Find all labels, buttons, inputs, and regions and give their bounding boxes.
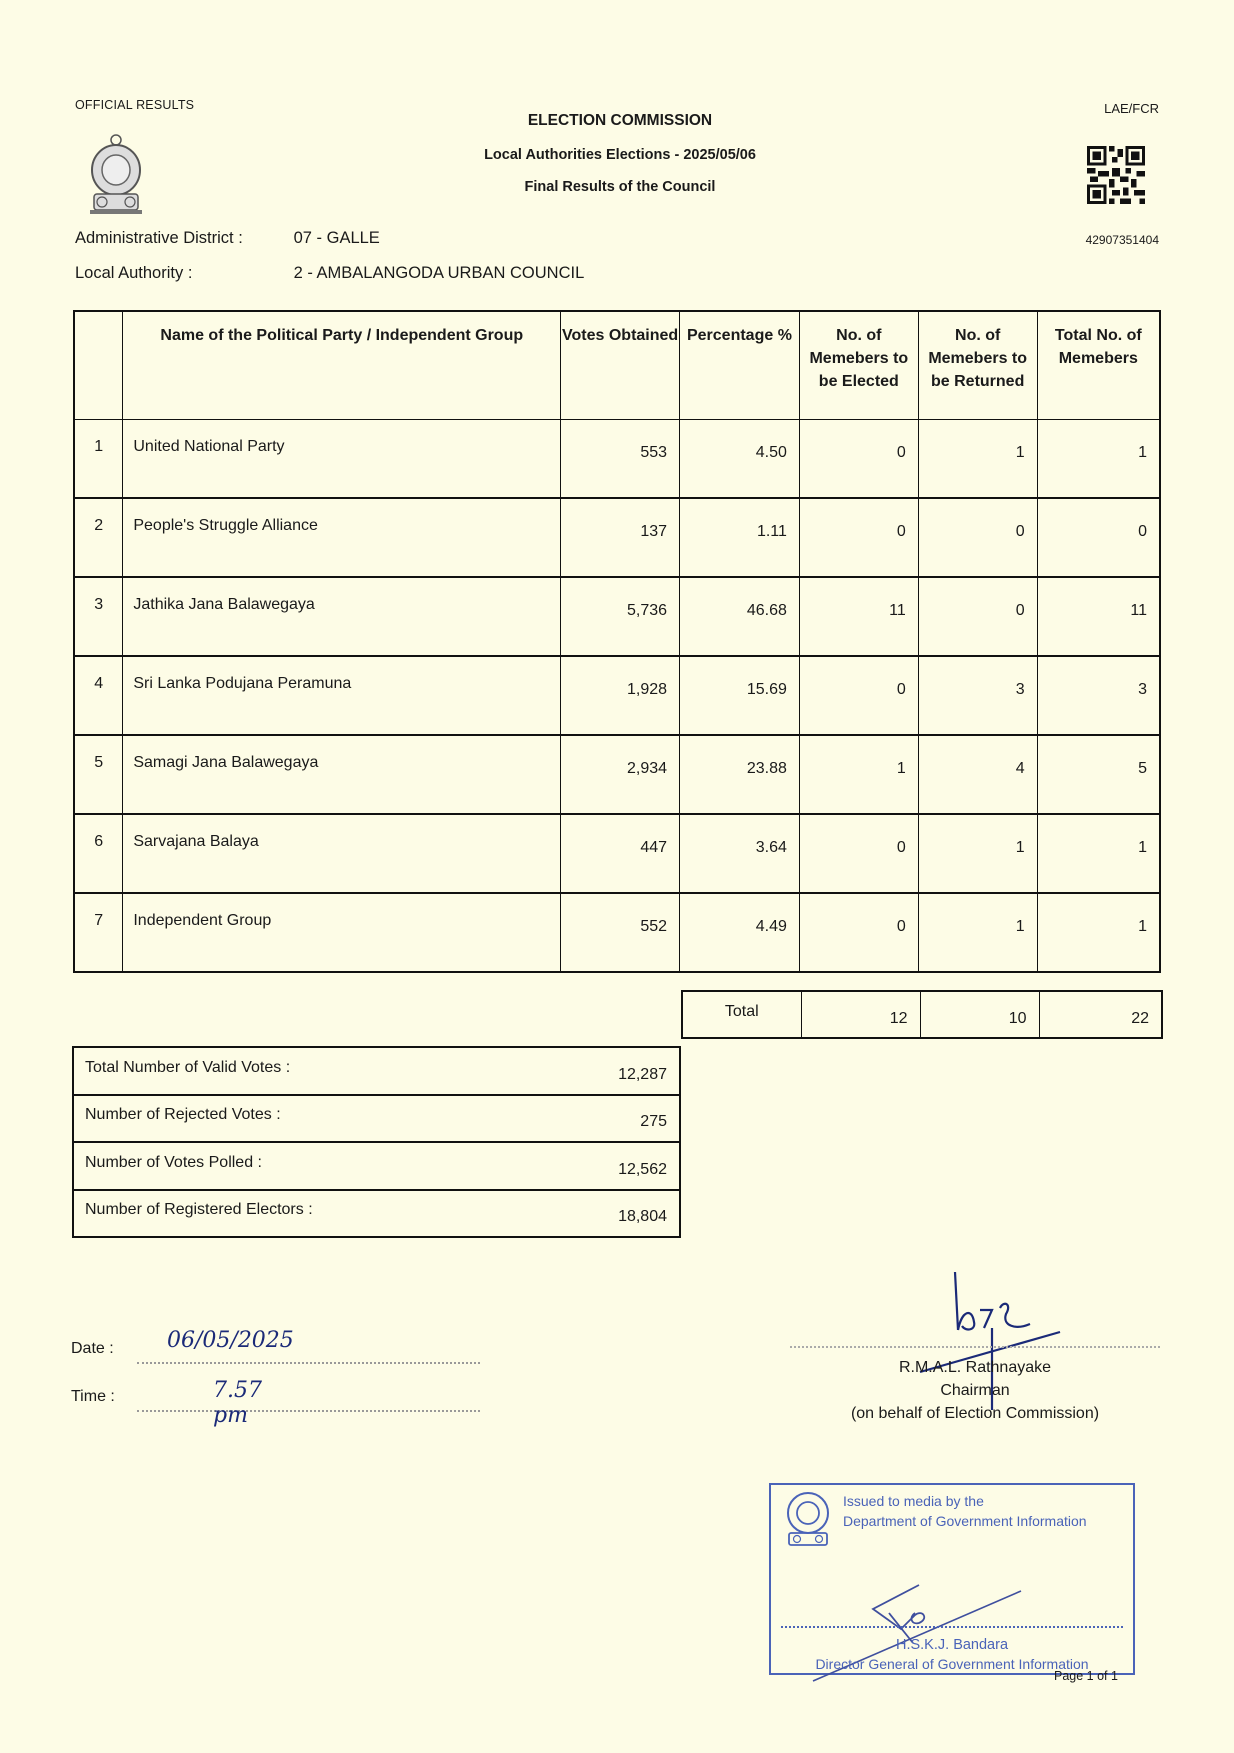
authority-label: Local Authority : — [75, 264, 193, 282]
members-elected: 0 — [799, 656, 918, 735]
party-name: Independent Group — [123, 893, 561, 972]
chairman-role: Chairman — [940, 1382, 1010, 1399]
stamp-line-2: Department of Government Information — [843, 1513, 1087, 1529]
summary-value: 12,287 — [555, 1047, 680, 1095]
page-subtitle: Final Results of the Council — [524, 179, 716, 195]
authority-row — [75, 264, 584, 283]
totals-label: Total — [682, 991, 801, 1038]
members-returned: 4 — [918, 735, 1037, 814]
party-name: United National Party — [123, 419, 561, 498]
members-total: 1 — [1037, 893, 1160, 972]
row-number: 1 — [74, 419, 123, 498]
party-name: Sarvajana Balaya — [123, 814, 561, 893]
members-returned: 1 — [918, 893, 1037, 972]
stamp-signature-line — [781, 1626, 1123, 1628]
table-row — [74, 656, 1160, 735]
district-value: 07 - GALLE — [293, 229, 380, 247]
table-row — [74, 577, 1160, 656]
results-table — [73, 310, 1161, 973]
summary-label: Number of Votes Polled : — [73, 1142, 555, 1190]
stamp-line-1: Issued to media by the — [843, 1493, 984, 1509]
members-returned: 0 — [918, 498, 1037, 577]
vote-percentage: 3.64 — [680, 814, 800, 893]
vote-percentage: 4.50 — [680, 419, 800, 498]
stamp-issued-text — [843, 1491, 1087, 1531]
column-header-percentage: Percentage % — [680, 311, 800, 419]
members-elected: 0 — [799, 814, 918, 893]
director-name: H.S.K.J. Bandara — [895, 1637, 1009, 1653]
party-name: Jathika Jana Balawegaya — [123, 577, 561, 656]
district-row — [75, 229, 380, 248]
vote-summary-table — [72, 1046, 681, 1238]
row-number: 6 — [74, 814, 123, 893]
summary-value: 18,804 — [555, 1190, 680, 1238]
district-label: Administrative District : — [75, 229, 243, 247]
table-row — [74, 893, 1160, 972]
qr-code-icon — [1087, 146, 1145, 204]
totals-table — [681, 990, 1163, 1039]
party-name: People's Struggle Alliance — [123, 498, 561, 577]
summary-row-rejected-votes — [73, 1095, 680, 1143]
table-row — [74, 735, 1160, 814]
members-returned: 3 — [918, 656, 1037, 735]
form-code: LAE/FCR — [1104, 101, 1159, 116]
members-total: 3 — [1037, 656, 1160, 735]
page-number: Page 1 of 1 — [1054, 1669, 1118, 1683]
state-emblem-icon — [88, 132, 144, 216]
summary-row-votes-polled — [73, 1142, 680, 1190]
vote-percentage: 23.88 — [680, 735, 800, 814]
election-name: Local Authorities Elections - 2025/05/06 — [484, 147, 756, 163]
members-returned: 1 — [918, 814, 1037, 893]
vote-percentage: 46.68 — [680, 577, 800, 656]
authority-value: 2 - AMBALANGODA URBAN COUNCIL — [293, 264, 585, 282]
chairman-signature-line — [790, 1346, 1160, 1348]
stamp-emblem-icon — [785, 1491, 831, 1549]
summary-label: Total Number of Valid Votes : — [73, 1047, 555, 1095]
members-elected: 11 — [799, 577, 918, 656]
date-dotted-line — [137, 1362, 480, 1364]
row-number: 5 — [74, 735, 123, 814]
column-header-total-members: Total No. of Memebers — [1037, 311, 1160, 419]
members-total: 5 — [1037, 735, 1160, 814]
summary-row-registered-electors — [73, 1190, 680, 1238]
members-returned: 0 — [918, 577, 1037, 656]
page-title: ELECTION COMMISSION — [527, 112, 713, 129]
votes-obtained: 137 — [561, 498, 680, 577]
date-row — [71, 1328, 294, 1358]
table-row — [74, 498, 1160, 577]
members-total: 1 — [1037, 419, 1160, 498]
party-name: Samagi Jana Balawegaya — [123, 735, 561, 814]
handwritten-date: 06/05/2025 — [167, 1328, 294, 1353]
column-header-returned: No. of Memebers to be Returned — [918, 311, 1037, 419]
chairman-signature-block — [790, 1356, 1160, 1425]
total-returned: 10 — [920, 991, 1039, 1038]
summary-row-valid-votes — [73, 1047, 680, 1095]
director-title: Director General of Government Information — [815, 1656, 1089, 1672]
members-total: 11 — [1037, 577, 1160, 656]
handwritten-time: 7.57 pm — [213, 1378, 262, 1428]
summary-value: 12,562 — [555, 1142, 680, 1190]
totals-row — [682, 991, 1162, 1038]
votes-obtained: 447 — [561, 814, 680, 893]
vote-percentage: 4.49 — [680, 893, 800, 972]
row-number: 4 — [74, 656, 123, 735]
votes-obtained: 1,928 — [561, 656, 680, 735]
members-returned: 1 — [918, 419, 1037, 498]
total-members: 22 — [1039, 991, 1162, 1038]
members-total: 0 — [1037, 498, 1160, 577]
column-header-number — [74, 311, 123, 419]
chairman-on-behalf: (on behalf of Election Commission) — [850, 1405, 1100, 1422]
vote-percentage: 15.69 — [680, 656, 800, 735]
votes-obtained: 552 — [561, 893, 680, 972]
document-number: 42907351404 — [1085, 233, 1159, 247]
table-row — [74, 419, 1160, 498]
votes-obtained: 2,934 — [561, 735, 680, 814]
government-information-stamp — [769, 1483, 1135, 1675]
summary-label: Number of Registered Electors : — [73, 1190, 555, 1238]
chairman-name: R.M.A.L. Rathnayake — [898, 1359, 1052, 1376]
row-number: 7 — [74, 893, 123, 972]
title-block — [400, 112, 840, 195]
time-row — [71, 1378, 262, 1428]
official-results-label: OFFICIAL RESULTS — [75, 98, 195, 112]
column-header-votes: Votes Obtained — [561, 311, 680, 419]
vote-percentage: 1.11 — [680, 498, 800, 577]
summary-label: Number of Rejected Votes : — [73, 1095, 555, 1143]
time-dotted-line — [137, 1410, 480, 1412]
votes-obtained: 5,736 — [561, 577, 680, 656]
members-elected: 0 — [799, 419, 918, 498]
members-elected: 0 — [799, 498, 918, 577]
row-number: 3 — [74, 577, 123, 656]
table-header-row — [74, 311, 1160, 419]
votes-obtained: 553 — [561, 419, 680, 498]
party-name: Sri Lanka Podujana Peramuna — [123, 656, 561, 735]
column-header-elected: No. of Memebers to be Elected — [799, 311, 918, 419]
members-elected: 1 — [799, 735, 918, 814]
column-header-party: Name of the Political Party / Independent Group — [123, 311, 561, 419]
members-total: 1 — [1037, 814, 1160, 893]
table-row — [74, 814, 1160, 893]
total-elected: 12 — [801, 991, 920, 1038]
time-label: Time : — [71, 1388, 115, 1405]
row-number: 2 — [74, 498, 123, 577]
date-label: Date : — [71, 1340, 114, 1357]
members-elected: 0 — [799, 893, 918, 972]
summary-value: 275 — [555, 1095, 680, 1143]
